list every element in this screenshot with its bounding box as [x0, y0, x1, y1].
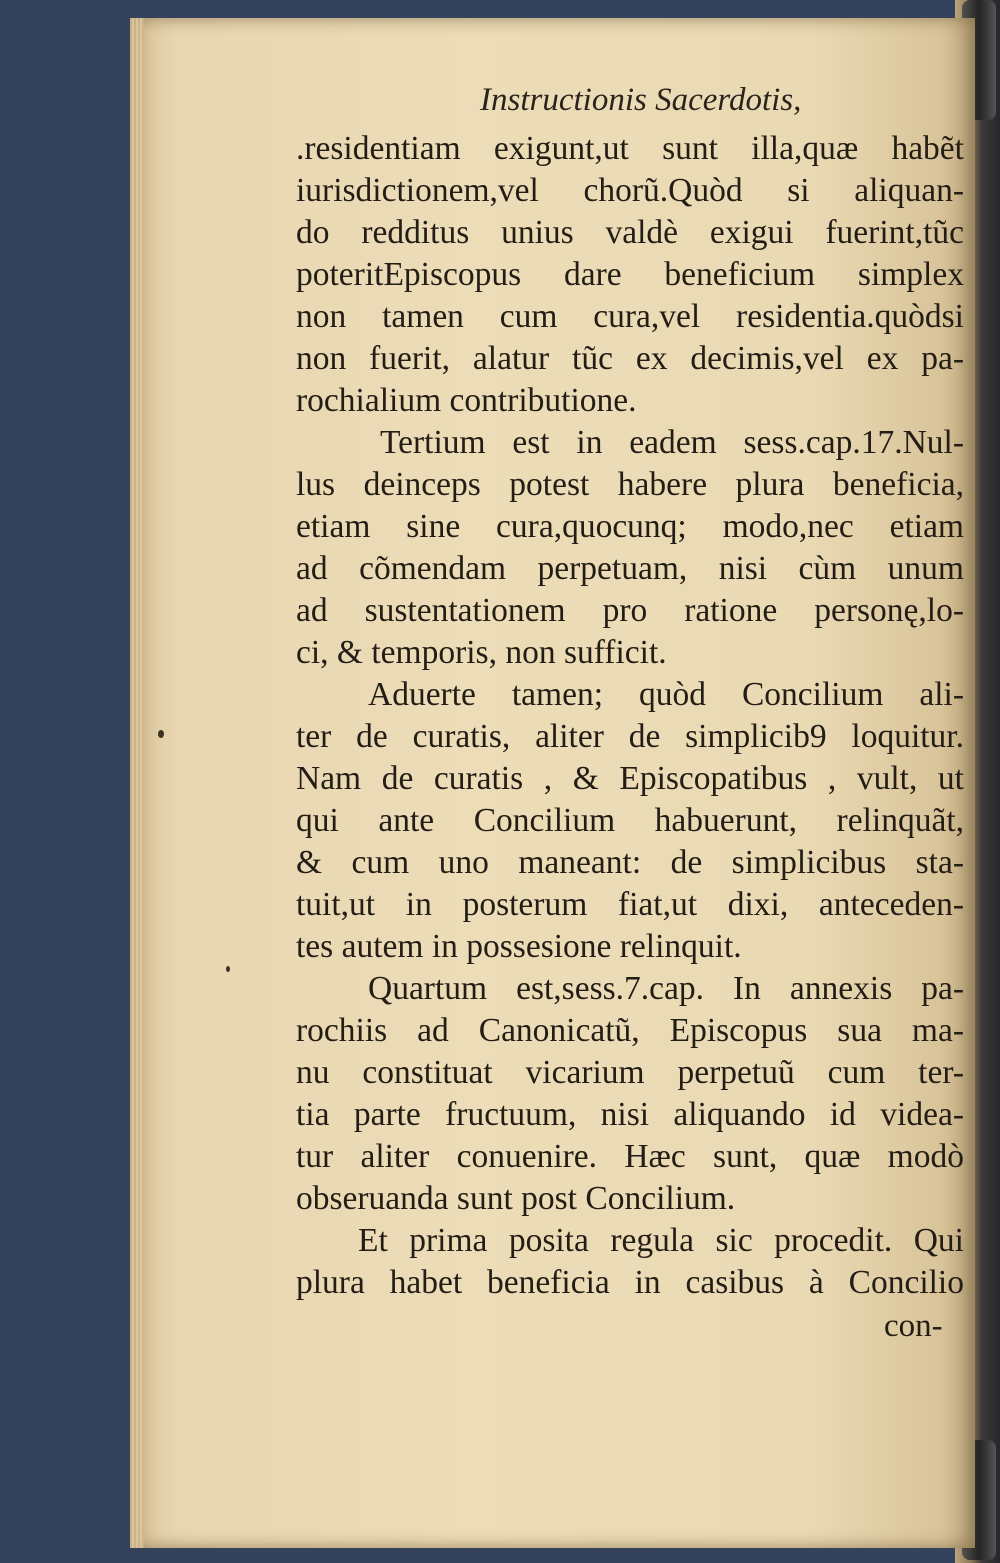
text-line: non tamen cum cura,vel residentia.quòdsi [296, 298, 964, 335]
text-line: iurisdictionem,vel chorũ.Quòd si aliquan- [296, 172, 964, 209]
text-line: .residentiam exigunt,ut sunt illa,quæ habẽt [296, 130, 964, 167]
text-line: Tertium est in eadem sess.cap.17.Nul- [380, 424, 964, 461]
running-head: Instructionis Sacerdotis, [480, 82, 802, 118]
text-line: qui ante Concilium habuerunt, relinquãt, [296, 802, 964, 839]
catchword: con- [884, 1308, 943, 1344]
text-line: etiam sine cura,quocunq; modo,nec etiam [296, 508, 964, 545]
text-line: nu constituat vicarium perpetuũ cum ter- [296, 1054, 964, 1091]
text-line: ter de curatis, aliter de simplicib9 loquitur. [296, 718, 964, 755]
text-line: tuit,ut in posterum fiat,ut dixi, anteceden- [296, 886, 964, 923]
text-line: rochiis ad Canonicatũ, Episcopus sua ma- [296, 1012, 964, 1049]
text-line: ad sustentationem pro ratione personę,lo- [296, 592, 964, 629]
ink-speck [158, 730, 164, 738]
text-line: & cum uno maneant: de simplicibus sta- [296, 844, 964, 881]
ink-speck [226, 966, 230, 972]
text-line: Nam de curatis , & Episcopatibus , vult, ut [296, 760, 964, 797]
text-line: Quartum est,sess.7.cap. In annexis pa- [368, 970, 964, 1007]
body-text [296, 128, 964, 1548]
text-line: obseruanda sunt post Concilium. [296, 1180, 736, 1217]
text-line: do redditus unius valdè exigui fuerint,tũc [296, 214, 964, 251]
text-line: tur aliter conuenire. Hæc sunt, quæ modò [296, 1138, 964, 1175]
page-gutter-edge [130, 18, 144, 1548]
text-line: lus deinceps potest habere plura beneficia, [296, 466, 964, 503]
text-line: tia parte fructuum, nisi aliquando id videa- [296, 1096, 964, 1133]
text-line: tes autem in possesione relinquit. [296, 928, 742, 965]
text-line: non fuerit, alatur tũc ex decimis,vel ex pa- [296, 340, 964, 377]
text-line: rochialium contributione. [296, 382, 637, 419]
text-line: plura habet beneficia in casibus à Concilio [296, 1264, 964, 1301]
text-line: ci, & temporis, non sufficit. [296, 634, 667, 671]
text-line: ad cõmendam perpetuam, nisi cùm unum [296, 550, 964, 587]
text-line: Aduerte tamen; quòd Concilium ali- [368, 676, 964, 713]
text-line: Et prima posita regula sic procedit. Qui [358, 1222, 964, 1259]
text-line: poteritEpiscopus dare beneficium simplex [296, 256, 964, 293]
